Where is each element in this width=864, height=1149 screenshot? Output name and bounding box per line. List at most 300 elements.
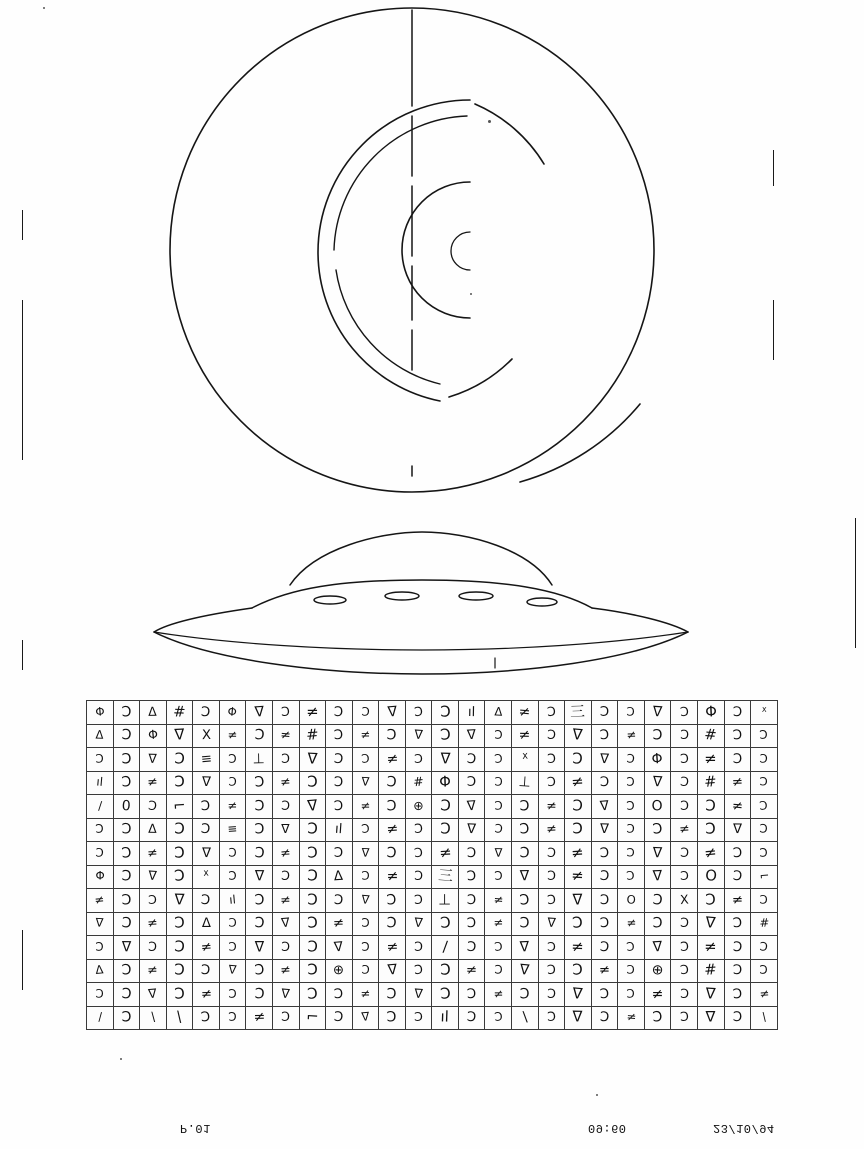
glyph-cell [379,889,406,913]
glyph-cell [671,842,698,866]
glyph-cell [458,936,485,960]
glyph-cell [193,865,220,889]
glyph: ≠ [571,938,585,957]
glyph-cell [618,912,645,936]
glyph: Ɔ [626,963,636,978]
glyph-cell [432,701,459,725]
glyph-cell [538,889,565,913]
glyph: Ɔ [173,750,186,769]
glyph: ≠ [704,750,717,768]
glyph: Ɔ [307,962,318,980]
glyph: Ɔ [546,775,557,791]
glyph: O [704,868,717,886]
glyph-cell [219,724,246,748]
glyph: Ɔ [732,1009,743,1026]
glyph-cell [565,1006,592,1030]
glyph-cell [644,959,671,983]
glyph-cell [485,1006,512,1030]
glyph: ≡ [227,822,238,837]
scan-speck-4 [596,1094,598,1096]
glyph-row [87,959,778,983]
glyph-cell [751,983,778,1007]
glyph-cell [485,701,512,725]
glyph-cell [113,701,140,725]
glyph-cell [565,936,592,960]
glyph-cell [432,936,459,960]
glyph-cell [379,795,406,819]
glyph-cell [538,912,565,936]
glyph-cell [219,889,246,913]
glyph-cell [193,701,220,725]
glyph: Ɔ [120,703,132,721]
glyph: Ɔ [306,844,318,862]
glyph-cell [299,865,326,889]
glyph: ⊕ [412,798,425,814]
glyph: ≠ [227,799,238,813]
glyph: # [173,703,186,721]
glyph: ≠ [227,728,238,743]
glyph-cell [512,748,539,772]
glyph-cell [512,701,539,725]
glyph: ≠ [678,822,690,838]
glyph-cell [485,865,512,889]
glyph: Ɔ [652,727,663,744]
glyph: Ɔ [519,986,530,1003]
glyph: ᐁ [280,916,291,932]
glyph-cell [140,701,167,725]
glyph-table-container [86,700,778,1030]
glyph-cell [299,912,326,936]
glyph-row [87,983,778,1007]
glyph-cell [166,748,193,772]
glyph-cell [538,701,565,725]
glyph: ≠ [518,703,532,721]
rim-left [154,608,252,632]
glyph-cell [246,1006,273,1030]
glyph: Ɔ [519,915,530,933]
glyph-row [87,724,778,748]
glyph-cell [246,959,273,983]
glyph-cell [591,983,618,1007]
glyph-cell [591,724,618,748]
glyph-cell [724,865,751,889]
glyph: Ɔ [228,752,238,767]
glyph: ᕁ [520,750,529,768]
glyph: ≠ [493,987,504,1002]
glyph: ᐁ [652,774,663,792]
glyph: Ɔ [413,704,424,720]
glyph-cell [512,795,539,819]
glyph-cell [299,818,326,842]
glyph-cell [272,936,299,960]
glyph: Ɔ [732,963,743,979]
glyph-table [86,700,778,1030]
glyph-cell [140,818,167,842]
glyph-cell [299,983,326,1007]
glyph: Ɔ [572,750,584,768]
glyph: Ɔ [572,962,584,980]
scan-hairline-right-upper [773,150,774,186]
glyph: Ɔ [414,752,423,767]
glyph: ᐁ [386,962,398,980]
glyph: ᐃ [95,963,105,978]
glyph: Ɔ [333,704,344,721]
glyph-cell [644,701,671,725]
glyph: ≠ [598,963,611,979]
glyph-cell [697,889,724,913]
glyph: Ɔ [466,775,477,791]
glyph: ᐁ [652,868,663,886]
glyph: ᐁ [413,728,424,744]
glyph: Ɔ [679,963,690,979]
glyph-cell [565,912,592,936]
glyph-cell [538,818,565,842]
glyph-cell [113,889,140,913]
glyph: Ɔ [626,846,636,860]
glyph: ≠ [280,775,292,791]
glyph-cell [485,912,512,936]
scan-hairline-right-lower [855,518,856,648]
glyph: ᐁ [519,868,530,885]
glyph-cell [458,701,485,725]
glyph-cell [591,748,618,772]
rim-underline [154,632,688,650]
glyph: Ɔ [651,891,664,909]
glyph-cell [87,912,114,936]
glyph: Ɔ [334,775,344,791]
glyph: ≠ [147,845,159,861]
glyph-cell [512,771,539,795]
glyph-cell [512,818,539,842]
glyph-cell [671,771,698,795]
glyph: ≠ [147,775,159,791]
glyph-cell [405,889,432,913]
glyph-cell [193,959,220,983]
glyph-cell [379,724,406,748]
glyph: ≠ [385,750,399,768]
glyph-cell [352,701,379,725]
glyph: ᐃ [148,822,158,838]
glyph-cell [565,795,592,819]
glyph: ᐁ [599,798,610,815]
glyph-cell [299,748,326,772]
glyph: Ɔ [759,799,769,814]
glyph: ᐁ [546,916,557,932]
glyph: ⌐ [172,797,187,816]
glyph: ≠ [280,892,292,908]
glyph-cell [113,912,140,936]
glyph-cell [512,842,539,866]
glyph: Ɔ [121,891,132,909]
glyph-cell [166,842,193,866]
glyph-cell [405,795,432,819]
glyph-cell [644,795,671,819]
glyph: ≠ [571,867,585,886]
glyph: ᐁ [254,939,264,956]
glyph: Ɔ [626,705,636,720]
mid-ring-arc-c [449,359,512,397]
glyph: Ɔ [200,704,212,721]
glyph: Ɔ [173,938,186,957]
glyph-cell [326,1006,353,1030]
glyph: Ɔ [173,915,185,933]
glyph: Ɔ [759,846,769,861]
glyph-cell [538,771,565,795]
glyph: # [758,916,770,931]
glyph: Ɔ [626,799,636,814]
dome-outline [290,532,552,585]
glyph: ᐁ [599,821,610,838]
glyph: ⊕ [333,962,345,979]
scan-hairline-left-upper [22,210,23,240]
glyph-cell [644,1006,671,1030]
glyph: Ɔ [413,963,424,979]
glyph-cell [326,865,353,889]
glyph-cell [113,1006,140,1030]
glyph: Ɔ [599,775,610,791]
glyph: Ɔ [253,821,265,839]
glyph-cell [326,818,353,842]
glyph-cell [591,959,618,983]
glyph-cell [671,936,698,960]
glyph: Ɔ [173,867,186,886]
glyph-cell [87,959,114,983]
glyph: ≠ [731,798,744,815]
glyph-cell [485,795,512,819]
glyph: ıl [467,704,476,720]
glyph: Ɔ [414,939,424,955]
glyph: Ɔ [386,915,398,933]
glyph-cell [87,889,114,913]
glyph: ≡ [199,751,213,768]
glyph: ᐁ [652,938,663,956]
glyph: Ɔ [731,986,743,1003]
glyph: ≠ [625,728,637,743]
glyph: Ɔ [626,869,636,884]
glyph-cell [538,724,565,748]
glyph: Ɔ [599,704,610,720]
inner-ring-arc-a [334,116,467,250]
glyph-cell [458,724,485,748]
glyph-cell [644,771,671,795]
glyph: Ɔ [759,776,769,790]
glyph: Ɔ [306,914,318,933]
glyph: Ɔ [732,845,743,862]
glyph-cell [87,936,114,960]
glyph-cell [644,912,671,936]
glyph: Ɔ [306,867,319,886]
glyph: Ɔ [493,940,503,955]
glyph-cell [432,959,459,983]
glyph-cell [432,865,459,889]
glyph: Ɔ [173,820,186,839]
glyph: Ɔ [626,752,636,767]
glyph-cell [512,865,539,889]
glyph: ≠ [360,729,371,743]
glyph: ᐁ [466,821,477,838]
glyph: Ɔ [333,798,344,815]
glyph: ıl [95,775,104,790]
glyph-cell [379,865,406,889]
glyph: ᐁ [360,1010,370,1025]
glyph: Ɔ [360,940,370,955]
glyph: Ɔ [439,797,452,816]
glyph-cell [751,865,778,889]
glyph-cell [246,842,273,866]
glyph-cell [87,748,114,772]
glyph: ᐁ [201,774,211,791]
glyph-cell [458,983,485,1007]
glyph-cell [113,983,140,1007]
glyph-cell [591,795,618,819]
glyph: Ɔ [599,915,610,932]
glyph: Ɔ [121,868,132,886]
glyph-cell [166,889,193,913]
glyph: Ɔ [439,985,452,1004]
glyph: ≠ [200,986,212,1002]
glyph-cell [671,795,698,819]
glyph-cell [618,936,645,960]
glyph-cell [671,912,698,936]
glyph: ᐁ [333,939,345,956]
glyph-cell [87,771,114,795]
glyph-cell [219,842,246,866]
glyph-cell [326,889,353,913]
glyph: Ɔ [759,822,769,837]
glyph: Ɔ [439,914,451,933]
glyph-cell [272,983,299,1007]
glyph: ᐁ [572,891,584,909]
glyph-cell [140,748,167,772]
glyph: ᐁ [173,726,185,745]
glyph-cell [618,701,645,725]
glyph-cell [512,1006,539,1030]
saucer-plan-view [140,4,700,504]
glyph-cell [565,818,592,842]
glyph: X [201,728,211,744]
glyph-row [87,795,778,819]
glyph: # [703,773,718,792]
glyph: ᐁ [413,986,424,1002]
glyph: Ɔ [121,751,132,768]
glyph: ≠ [731,774,744,791]
glyph-cell [166,983,193,1007]
glyph-row [87,936,778,960]
glyph: Ɔ [651,821,664,839]
glyph-cell [193,912,220,936]
glyph-cell [352,889,379,913]
glyph: Ɔ [95,987,105,1002]
port-window-2 [385,592,419,600]
glyph-row [87,912,778,936]
glyph-row [87,1006,778,1030]
glyph-cell [352,771,379,795]
glyph: Ɔ [200,1009,212,1026]
glyph: Ɔ [333,986,344,1003]
glyph-cell [352,724,379,748]
glyph: Ɔ [466,845,477,861]
glyph: Ɔ [626,987,636,1002]
glyph: Ɔ [546,751,556,767]
glyph-cell [246,724,273,748]
glyph: ≠ [731,892,743,908]
glyph-cell [644,818,671,842]
glyph-cell [458,1006,485,1030]
glyph-cell [697,701,724,725]
glyph: ≠ [94,893,106,908]
glyph-cell [485,771,512,795]
glyph-cell [591,936,618,960]
glyph-cell [485,959,512,983]
glyph: ᐁ [361,775,370,790]
glyph: ≠ [280,963,292,979]
glyph-cell [193,983,220,1007]
glyph-cell [246,818,273,842]
glyph-cell [219,959,246,983]
glyph-cell [219,936,246,960]
glyph: Ɔ [228,916,237,931]
glyph: ᐁ [439,750,451,768]
glyph-cell [219,701,246,725]
glyph: 三 [437,867,454,886]
glyph-cell [724,724,751,748]
glyph-cell [538,983,565,1007]
glyph-cell [538,865,565,889]
glyph: Ɔ [361,916,370,931]
glyph: Ɔ [360,752,370,767]
glyph: Ɔ [333,1009,345,1026]
glyph-cell [87,818,114,842]
glyph-row [87,865,778,889]
glyph-cell [724,795,751,819]
glyph-cell [326,959,353,983]
glyph: Ɔ [200,962,212,979]
glyph: Ɔ [679,986,689,1002]
glyph: Ɔ [121,1009,132,1026]
glyph: ⊥ [518,774,532,792]
glyph-cell [166,701,193,725]
glyph: Ɔ [174,962,185,980]
glyph-cell [405,959,432,983]
glyph-cell [485,889,512,913]
glyph-cell [113,842,140,866]
fax-footer-date: 23/10/94 [713,1121,775,1135]
glyph: ≠ [147,963,159,979]
glyph: Ɔ [493,775,503,790]
glyph: Ɔ [439,821,451,839]
glyph: Ɔ [546,986,557,1002]
scan-speck-1 [488,120,491,123]
glyph-cell [538,842,565,866]
glyph-cell [485,936,512,960]
glyph: Ɔ [360,822,371,837]
glyph-cell [671,959,698,983]
glyph-cell [565,983,592,1007]
glyph-cell [697,912,724,936]
glyph: ᐁ [360,893,370,908]
glyph: Ɔ [519,891,531,909]
glyph-cell [379,959,406,983]
glyph-cell [352,1006,379,1030]
glyph-cell [299,959,326,983]
glyph-cell [299,889,326,913]
glyph: Ɔ [228,869,237,884]
glyph-cell [751,724,778,748]
glyph-cell [485,818,512,842]
glyph-cell [671,865,698,889]
glyph: ⊥ [252,751,266,768]
glyph: ᐁ [174,891,185,909]
